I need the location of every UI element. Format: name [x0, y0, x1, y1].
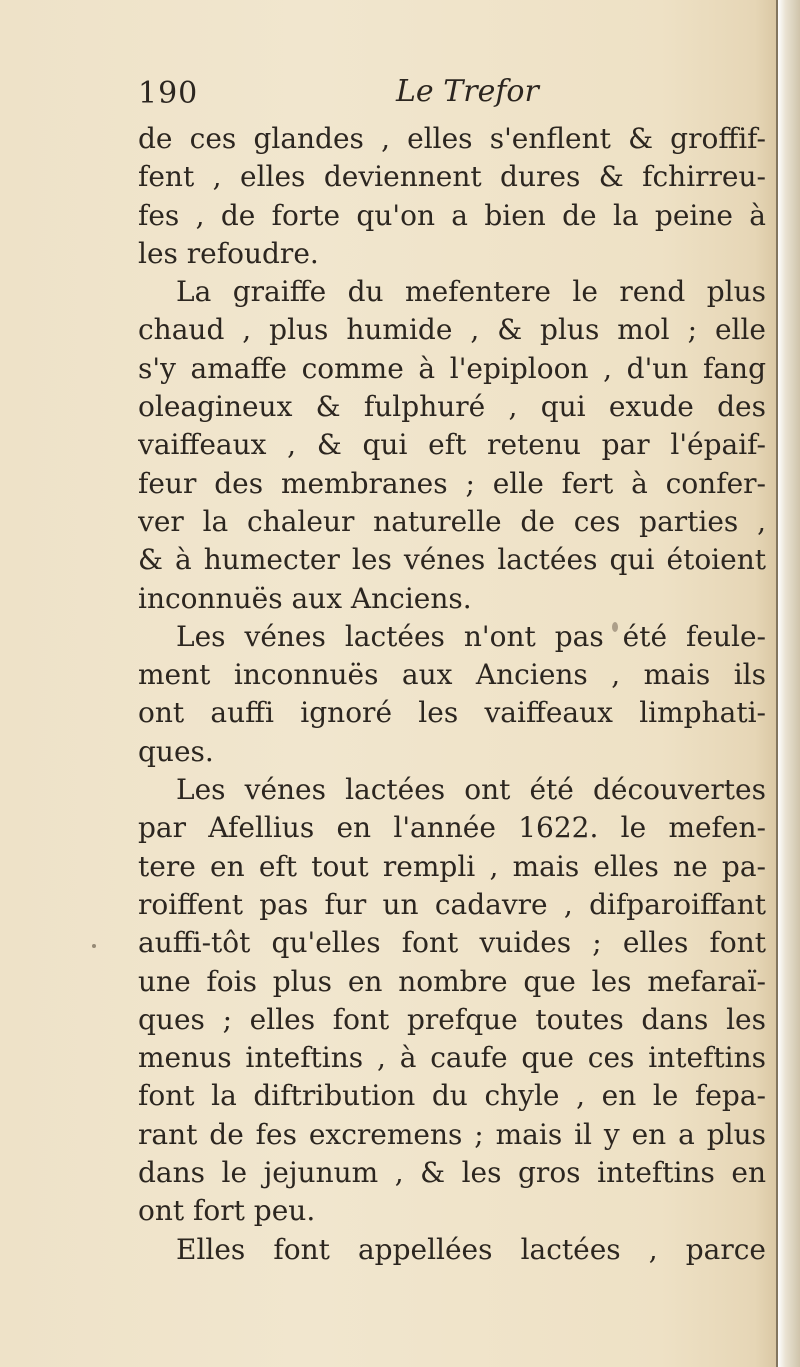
text-line: les refoudre. [138, 236, 319, 270]
body-text [138, 120, 766, 1269]
text-line: Les vénes lactées ont été découvertes [176, 773, 766, 807]
text-line: s'y amaffe comme à l'epiploon , d'un fang [138, 351, 766, 385]
text-line: Elles font appellées lactées , parce [176, 1232, 766, 1266]
text-line: Les vénes lactées n'ont pas été feule- [176, 619, 766, 653]
text-line: ques. [138, 734, 214, 768]
text-line: ques ; elles font prefque toutes dans les [138, 1002, 766, 1036]
text-line: inconnuës aux Anciens. [138, 581, 472, 615]
text-line: & à humecter les vénes lactées qui étoient [138, 543, 766, 577]
page-gutter [778, 0, 800, 1367]
ink-blot [612, 622, 618, 632]
text-line: ver la chaleur naturelle de ces parties , [138, 504, 766, 538]
text-line: ont fort peu. [138, 1194, 316, 1228]
text-line: feur des membranes ; elle fert à confer- [138, 466, 766, 500]
ink-speck [92, 944, 96, 948]
text-line: ont auffi ignoré les vaiffeaux limphati- [138, 696, 766, 730]
page-number: 190 [138, 76, 199, 111]
text-line: roiffent pas fur un cadavre , difparoiffant [138, 887, 766, 921]
text-line: fes , de forte qu'on a bien de la peine à [138, 198, 766, 232]
text-line: La graiffe du mefentere le rend plus [176, 275, 766, 309]
text-line: oleagineux & fulphuré , qui exude des [138, 390, 766, 424]
text-line: auffi-tôt qu'elles font vuides ; elles font [138, 926, 766, 960]
text-line: rant de fes excremens ; mais il y en a plus [138, 1117, 766, 1151]
text-line: font la diftribution du chyle , en le fepa- [138, 1079, 766, 1113]
text-line: dans le jejunum , & les gros inteftins en [138, 1156, 766, 1190]
text-line: tere en eft tout rempli , mais elles ne pa- [138, 849, 766, 883]
text-line: par Afellius en l'année 1622. le mefen- [138, 811, 766, 845]
text-line: ment inconnuës aux Anciens , mais ils [138, 658, 766, 692]
text-line: une fois plus en nombre que les mefaraï- [138, 964, 766, 998]
page-header [138, 74, 758, 120]
text-line: fent , elles deviennent dures & fchirreu- [138, 160, 766, 194]
running-title: Le Trefor [396, 74, 539, 109]
text-line: chaud , plus humide , & plus mol ; elle [138, 313, 766, 347]
text-line: vaiffeaux , & qui eft retenu par l'épaif- [138, 428, 766, 462]
text-line: menus inteftins , à caufe que ces inteftins [138, 1041, 766, 1075]
text-line: de ces glandes , elles s'enflent & groffif- [138, 122, 766, 155]
